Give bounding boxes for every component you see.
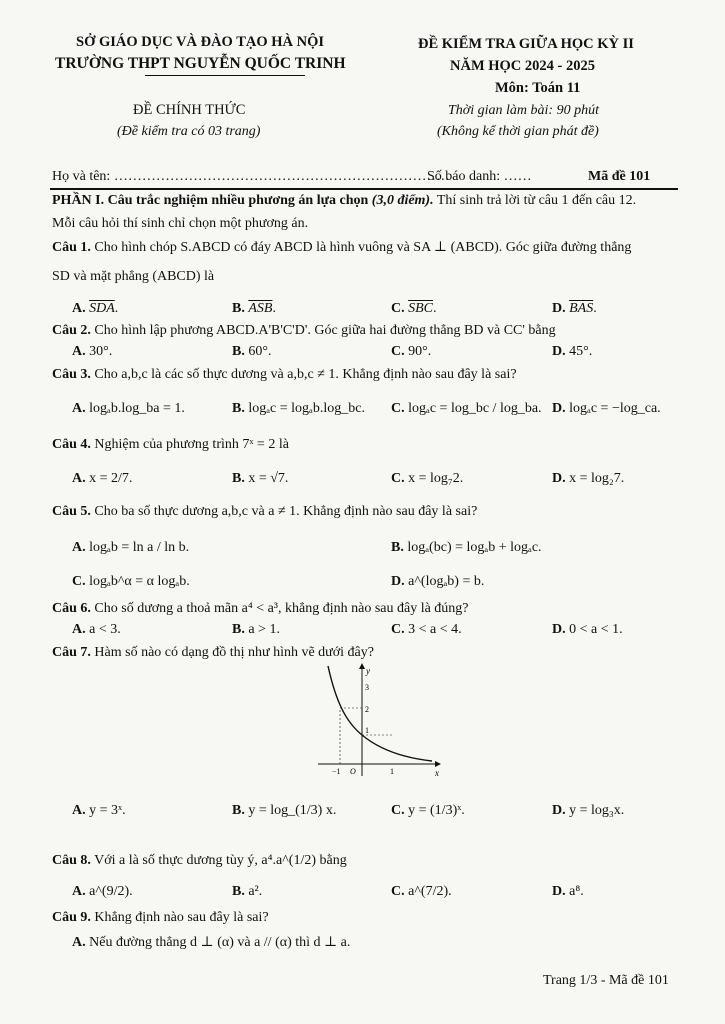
q2-option-a: A. 30°. — [72, 344, 113, 359]
name-field: Họ và tên: ……………………………………………………………… — [52, 169, 450, 184]
question-1: Câu 1. Cho hình chóp S.ABCD có đáy ABCD là hình vuông và SA ⊥ (ABCD). Góc giữa đường thẳng — [52, 240, 632, 255]
q5-option-a: A. logₐb = ln a / ln b. — [72, 540, 190, 555]
q4-option-d: D. x = log₂7. — [552, 471, 625, 486]
q9-option-a: A. Nếu đường thẳng d ⊥ (α) và a // (α) thì d ⊥ a. — [72, 935, 351, 950]
q2-option-c: C. 90°. — [391, 344, 432, 359]
x-axis-label: x — [435, 768, 439, 778]
exam-title: ĐỀ KIỂM TRA GIỮA HỌC KỲ II — [418, 36, 634, 52]
question-2: Câu 2. Cho hình lập phương ABCD.A'B'C'D'. Góc giữa hai đường thẳng BD và CC' bằng — [52, 323, 556, 338]
page-footer: Trang 1/3 - Mã đề 101 — [543, 973, 669, 988]
q7-option-b: B. y = log_(1/3) x. — [232, 803, 337, 818]
time-limit: Thời gian làm bài: 90 phút — [448, 103, 599, 118]
q3-option-a: A. logₐb.log_ba = 1. — [72, 401, 185, 416]
q2-option-d: D. 45°. — [552, 344, 593, 359]
question-1-cont: SD và mặt phẳng (ABCD) là — [52, 269, 215, 284]
question-5: Câu 5. Cho ba số thực dương a,b,c và a ≠ 1. Khẳng định nào sau đây là sai? — [52, 504, 478, 519]
question-3: Câu 3. Cho a,b,c là các số thực dương và a,b,c ≠ 1. Khẳng định nào sau đây là sai? — [52, 367, 517, 382]
y-tick-2: 2 — [365, 705, 369, 714]
official-label: ĐỀ CHÍNH THỨC — [133, 102, 246, 118]
part1-instruction: Mỗi câu hỏi thí sinh chỉ chọn một phương án. — [52, 216, 309, 231]
question-4: Câu 4. Nghiệm của phương trình 7ˣ = 2 là — [52, 437, 289, 452]
q1-option-d: D. $\overline{BAS}$. — [552, 301, 597, 316]
exam-code: Mã đề 101 — [588, 169, 651, 184]
part1-header: PHẦN I. Câu trắc nghiệm nhiều phương án lựa chọn (3,0 điểm). Thí sinh trả lời từ câu 1 đến câu 12. — [52, 193, 637, 208]
q1-option-b: B. $\overline{ASB}$. — [232, 301, 276, 316]
school-year: NĂM HỌC 2024 - 2025 — [450, 58, 595, 74]
q3-option-d: D. logₐc = −log_ca. — [552, 401, 661, 416]
pages-note: (Đề kiểm tra có 03 trang) — [117, 124, 261, 139]
id-field: Số báo danh: …… — [427, 169, 532, 184]
q3-option-c: C. logₐc = log_bc / log_ba. — [391, 401, 542, 416]
q8-option-c: C. a^(7/2). — [391, 884, 452, 899]
x-tick-1: 1 — [390, 767, 394, 776]
q5-option-d: D. a^(logₐb) = b. — [391, 574, 485, 589]
q4-option-a: A. x = 2/7. — [72, 471, 133, 486]
header-rule — [50, 188, 678, 190]
q6-option-b: B. a > 1. — [232, 622, 280, 637]
q4-option-c: C. x = log₇2. — [391, 471, 464, 486]
q5-option-c: C. logₐb^α = α logₐb. — [72, 574, 190, 589]
y-tick-1: 1 — [365, 726, 369, 735]
subject: Môn: Toán 11 — [495, 80, 581, 96]
origin-label: O — [350, 767, 356, 776]
school-name: TRƯỜNG THPT NGUYỄN QUỐC TRINH — [55, 55, 346, 72]
q6-option-a: A. a < 3. — [72, 622, 121, 637]
dept-name: SỞ GIÁO DỤC VÀ ĐÀO TẠO HÀ NỘI — [76, 34, 325, 50]
q3-option-b: B. logₐc = logₐb.log_bc. — [232, 401, 365, 416]
q5-option-b: B. logₐ(bc) = logₐb + logₐc. — [391, 540, 542, 555]
q1-option-c: C. $\overline{SBC}$. — [391, 301, 437, 316]
function-curve — [328, 666, 432, 761]
q6-option-d: D. 0 < a < 1. — [552, 622, 623, 637]
y-axis-label: y — [366, 666, 370, 676]
q2-option-b: B. 60°. — [232, 344, 272, 359]
q4-option-b: B. x = √7. — [232, 471, 289, 486]
q7-option-d: D. y = log₃x. — [552, 803, 625, 818]
q7-option-c: C. y = (1/3)ˣ. — [391, 803, 465, 818]
q7-option-a: A. y = 3ˣ. — [72, 803, 126, 818]
question-6: Câu 6. Cho số dương a thoả mãn a⁴ < a³, khẳng định nào sau đây là đúng? — [52, 601, 469, 616]
question-7: Câu 7. Hàm số nào có dạng đồ thị như hình vẽ dưới đây? — [52, 645, 374, 660]
q1-option-a: A. $\overline{SDA}$. — [72, 301, 119, 316]
q8-option-a: A. a^(9/2). — [72, 884, 133, 899]
q8-option-d: D. a⁸. — [552, 884, 584, 899]
question-9: Câu 9. Khẳng định nào sau đây là sai? — [52, 910, 269, 925]
x-tick-minus1: −1 — [332, 767, 341, 776]
q6-option-c: C. 3 < a < 4. — [391, 622, 462, 637]
y-tick-3: 3 — [365, 683, 369, 692]
question-8: Câu 8. Với a là số thực dương tùy ý, a⁴.a^(1/2) bằng — [52, 853, 347, 868]
q8-option-b: B. a². — [232, 884, 263, 899]
time-note: (Không kể thời gian phát đề) — [437, 124, 599, 139]
exponential-graph — [310, 662, 445, 780]
school-underline — [145, 75, 305, 76]
